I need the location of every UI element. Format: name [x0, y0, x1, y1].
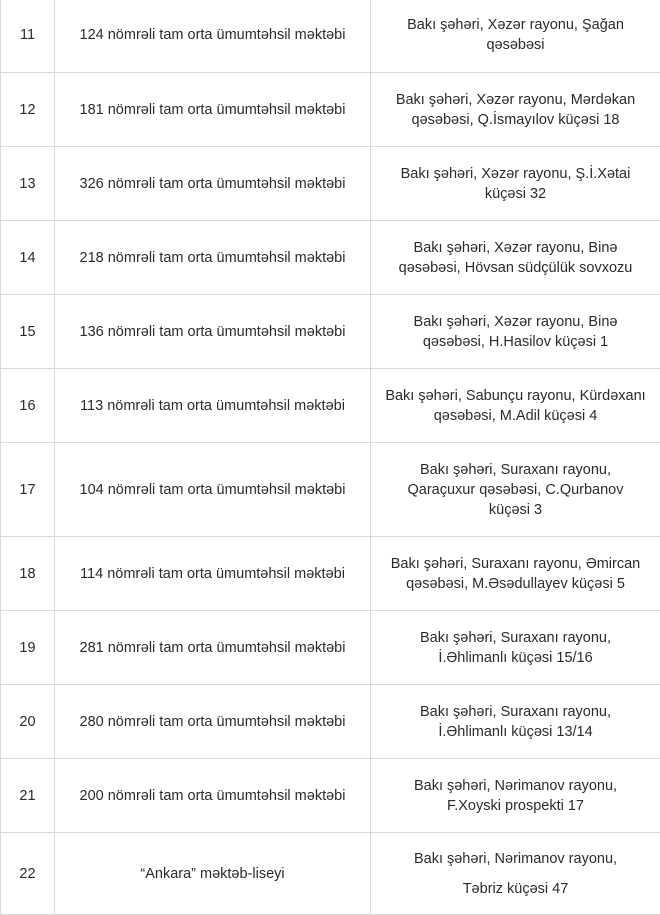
- row-number: 20: [1, 685, 55, 759]
- school-address: [371, 221, 660, 295]
- address-line: F.Xoyski prospekti 17: [379, 796, 652, 816]
- address-line: qəsəbəsi: [379, 35, 652, 55]
- address-line: Bakı şəhəri, Xəzər rayonu, Şağan: [379, 15, 652, 35]
- address-line: küçəsi 3: [379, 500, 652, 520]
- address-line: İ.Əhlimanlı küçəsi 13/14: [379, 722, 652, 742]
- school-name: 114 nömrəli tam orta ümumtəhsil məktəbi: [55, 537, 371, 611]
- school-address: [371, 369, 660, 443]
- address-line: Qaraçuxur qəsəbəsi, C.Qurbanov: [379, 480, 652, 500]
- school-name: “Ankara” məktəb-liseyi: [55, 833, 371, 915]
- table-row: [1, 759, 660, 833]
- school-address: [371, 295, 660, 369]
- row-number: 15: [1, 295, 55, 369]
- school-name: 181 nömrəli tam orta ümumtəhsil məktəbi: [55, 73, 371, 147]
- school-address: [371, 611, 660, 685]
- row-number: 14: [1, 221, 55, 295]
- address-line: Bakı şəhəri, Nərimanov rayonu,: [379, 849, 652, 869]
- table-row: [1, 685, 660, 759]
- address-line: Təbriz küçəsi 47: [379, 879, 652, 899]
- row-number: 13: [1, 147, 55, 221]
- row-number: 12: [1, 73, 55, 147]
- address-line: Bakı şəhəri, Xəzər rayonu, Binə: [379, 312, 652, 332]
- address-line: küçəsi 32: [379, 184, 652, 204]
- row-number: 17: [1, 443, 55, 537]
- row-number: 11: [1, 0, 55, 73]
- address-line: Bakı şəhəri, Suraxanı rayonu,: [379, 628, 652, 648]
- table-row: [1, 443, 660, 537]
- school-address: [371, 0, 660, 73]
- address-line: İ.Əhlimanlı küçəsi 15/16: [379, 648, 652, 668]
- address-line: Bakı şəhəri, Xəzər rayonu, Ş.İ.Xətai: [379, 164, 652, 184]
- table-row: [1, 295, 660, 369]
- school-name: 218 nömrəli tam orta ümumtəhsil məktəbi: [55, 221, 371, 295]
- school-name: 280 nömrəli tam orta ümumtəhsil məktəbi: [55, 685, 371, 759]
- schools-table-body: [1, 0, 660, 915]
- table-row: [1, 73, 660, 147]
- row-number: 21: [1, 759, 55, 833]
- row-number: 22: [1, 833, 55, 915]
- address-line: Bakı şəhəri, Suraxanı rayonu, Əmircan: [379, 554, 652, 574]
- address-line: Bakı şəhəri, Nərimanov rayonu,: [379, 776, 652, 796]
- address-line: Bakı şəhəri, Suraxanı rayonu,: [379, 702, 652, 722]
- school-address: [371, 759, 660, 833]
- address-line: qəsəbəsi, M.Əsədullayev küçəsi 5: [379, 574, 652, 594]
- address-line: Bakı şəhəri, Xəzər rayonu, Mərdəkan: [379, 90, 652, 110]
- school-name: 136 nömrəli tam orta ümumtəhsil məktəbi: [55, 295, 371, 369]
- address-line: Bakı şəhəri, Sabunçu rayonu, Kürdəxanı: [379, 386, 652, 406]
- school-address: [371, 147, 660, 221]
- school-name: 326 nömrəli tam orta ümumtəhsil məktəbi: [55, 147, 371, 221]
- table-row: [1, 0, 660, 73]
- table-row: [1, 369, 660, 443]
- address-line: qəsəbəsi, Q.İsmayılov küçəsi 18: [379, 110, 652, 130]
- row-number: 18: [1, 537, 55, 611]
- table-row: [1, 833, 660, 915]
- table-row: [1, 537, 660, 611]
- school-name: 281 nömrəli tam orta ümumtəhsil məktəbi: [55, 611, 371, 685]
- school-address: [371, 443, 660, 537]
- school-address: [371, 685, 660, 759]
- row-number: 16: [1, 369, 55, 443]
- school-name: 124 nömrəli tam orta ümumtəhsil məktəbi: [55, 0, 371, 73]
- address-line: qəsəbəsi, H.Hasilov küçəsi 1: [379, 332, 652, 352]
- school-name: 113 nömrəli tam orta ümumtəhsil məktəbi: [55, 369, 371, 443]
- table-row: [1, 147, 660, 221]
- address-line: Bakı şəhəri, Xəzər rayonu, Binə: [379, 238, 652, 258]
- table-row: [1, 611, 660, 685]
- school-address: [371, 537, 660, 611]
- address-line: Bakı şəhəri, Suraxanı rayonu,: [379, 460, 652, 480]
- address-line: qəsəbəsi, Hövsan südçülük sovxozu: [379, 258, 652, 278]
- row-number: 19: [1, 611, 55, 685]
- school-address: [371, 73, 660, 147]
- address-line: qəsəbəsi, M.Adil küçəsi 4: [379, 406, 652, 426]
- table-row: [1, 221, 660, 295]
- school-address: [371, 833, 660, 915]
- school-name: 200 nömrəli tam orta ümumtəhsil məktəbi: [55, 759, 371, 833]
- school-name: 104 nömrəli tam orta ümumtəhsil məktəbi: [55, 443, 371, 537]
